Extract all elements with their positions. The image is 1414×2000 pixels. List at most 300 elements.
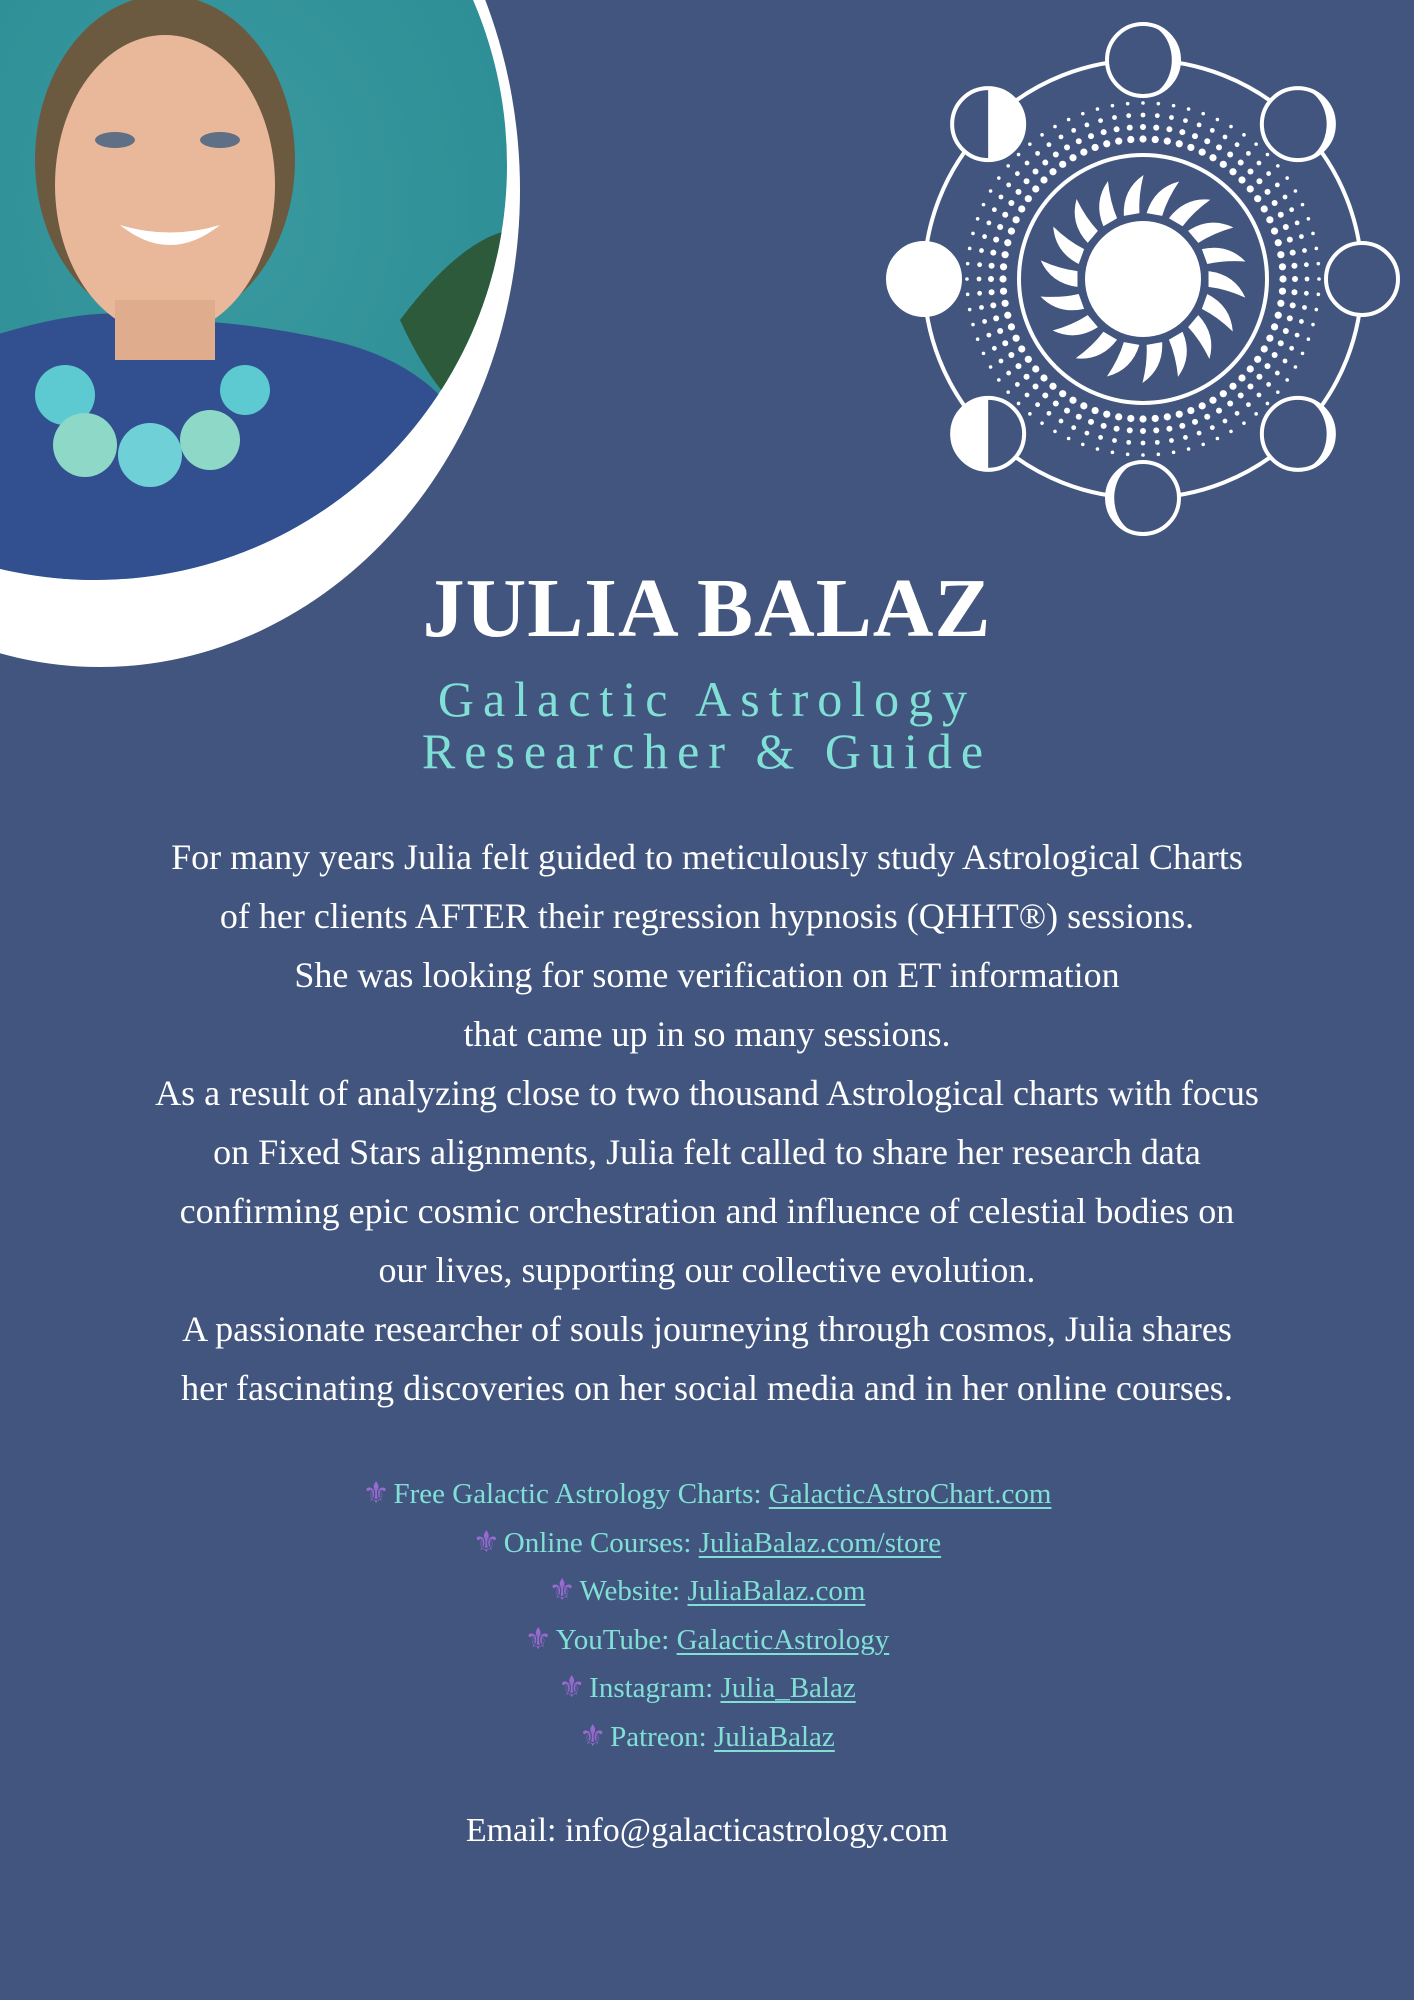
dot xyxy=(1290,302,1296,308)
dot xyxy=(1299,234,1304,239)
dot xyxy=(1272,200,1278,206)
dot xyxy=(1256,178,1262,184)
dot xyxy=(971,323,975,327)
bio-line: that came up in so many sessions. xyxy=(463,1014,951,1054)
dot xyxy=(976,217,980,221)
dot xyxy=(1285,176,1289,180)
dot xyxy=(976,337,980,341)
fleur-de-lis-icon: ⚜ xyxy=(362,1477,390,1510)
dot xyxy=(1033,383,1039,389)
dot xyxy=(1229,383,1236,390)
dot xyxy=(1183,435,1188,440)
dot xyxy=(1223,135,1228,140)
dot xyxy=(968,308,972,312)
page-title: JULIA BALAZ xyxy=(422,562,992,655)
dot xyxy=(1114,426,1120,432)
dot xyxy=(982,203,986,207)
dot xyxy=(1275,183,1280,188)
dot xyxy=(1025,393,1030,398)
dot xyxy=(1257,161,1262,166)
dot xyxy=(1176,411,1183,418)
dot xyxy=(1311,232,1315,236)
link-label: Patreon: xyxy=(610,1720,707,1753)
dot xyxy=(1289,207,1294,212)
dot xyxy=(1112,115,1117,120)
dot xyxy=(1292,276,1298,282)
dot xyxy=(971,232,975,236)
dot xyxy=(1254,356,1261,363)
link-row-charts xyxy=(0,1470,1414,1519)
dot xyxy=(1204,138,1210,144)
dot xyxy=(1220,161,1227,168)
link-row-instagram xyxy=(0,1664,1414,1713)
dot xyxy=(1096,107,1100,111)
dot xyxy=(1229,125,1233,129)
bio-line: confirming epic cosmic orchestration and influence of celestial bodies on xyxy=(179,1191,1235,1231)
dot xyxy=(1155,113,1160,118)
dot xyxy=(1059,161,1066,168)
link-label: YouTube: xyxy=(555,1623,670,1656)
dot xyxy=(1015,171,1020,176)
dot xyxy=(1098,435,1103,440)
bio-line: As a result of analyzing close to two thousand Astrological charts with focus xyxy=(155,1073,1259,1113)
dot xyxy=(1283,359,1288,364)
moon-phases-sun-emblem xyxy=(860,0,1414,540)
dot xyxy=(1256,374,1262,380)
subtitle-line-1: Galactic Astrology xyxy=(437,671,977,727)
dot xyxy=(1283,328,1289,334)
dot xyxy=(1247,169,1253,175)
dot xyxy=(1302,305,1307,310)
dot xyxy=(997,328,1003,334)
dot xyxy=(1291,289,1297,295)
dot xyxy=(1157,453,1161,457)
dot xyxy=(1103,140,1110,147)
moon-phase-icon xyxy=(888,243,960,315)
bio-paragraph xyxy=(0,828,1414,1418)
dot xyxy=(1187,447,1191,451)
fleur-de-lis-icon: ⚜ xyxy=(524,1622,552,1656)
bio-line: For many years Julia felt guided to meticulously study Astrological Charts xyxy=(171,837,1243,877)
dot xyxy=(1238,160,1244,166)
dot xyxy=(1257,393,1262,398)
dot xyxy=(1067,118,1071,122)
dot xyxy=(1071,128,1076,133)
dot xyxy=(999,275,1006,282)
dot xyxy=(1076,138,1082,144)
dot xyxy=(993,315,999,321)
dot xyxy=(1053,401,1059,407)
dot xyxy=(1017,402,1021,406)
dot xyxy=(1294,189,1298,193)
dot xyxy=(1152,136,1159,143)
dot xyxy=(1085,431,1090,436)
link-instagram[interactable]: Julia_Balaz xyxy=(720,1672,856,1704)
dot xyxy=(989,289,995,295)
dot xyxy=(1172,104,1176,108)
dot xyxy=(1092,144,1099,151)
dot xyxy=(1004,312,1011,319)
dot xyxy=(1008,228,1015,235)
dot xyxy=(1141,113,1146,118)
dot xyxy=(1229,430,1233,434)
dot xyxy=(1114,126,1120,132)
sun-ray xyxy=(1202,294,1233,332)
dot xyxy=(1295,333,1300,338)
dot xyxy=(1187,407,1194,414)
dot xyxy=(1242,133,1246,137)
dot xyxy=(1040,176,1047,183)
dot xyxy=(992,346,997,351)
link-label: Instagram: xyxy=(589,1672,714,1704)
dot xyxy=(1018,345,1025,352)
dot xyxy=(1315,308,1319,312)
dot xyxy=(1317,277,1321,281)
dot xyxy=(1127,125,1133,131)
dot xyxy=(1006,183,1011,188)
dot xyxy=(1085,122,1090,127)
dot xyxy=(1276,164,1280,168)
dot xyxy=(1199,402,1206,409)
sun-ray xyxy=(1169,332,1187,377)
dot xyxy=(1169,115,1174,120)
dot xyxy=(1275,312,1282,319)
dot xyxy=(1004,239,1011,246)
dot xyxy=(1277,251,1284,258)
link-online-courses[interactable]: JuliaBalaz.com/store xyxy=(698,1526,942,1559)
sun-ray xyxy=(1202,248,1246,264)
dot xyxy=(1015,382,1020,387)
dot xyxy=(1254,412,1258,416)
dot xyxy=(1032,185,1039,192)
dot xyxy=(1266,402,1270,406)
dot xyxy=(1279,263,1286,270)
dot xyxy=(1304,262,1309,267)
dot xyxy=(1080,149,1087,156)
dot xyxy=(1266,171,1271,176)
dot xyxy=(1265,189,1271,195)
dot xyxy=(1210,425,1215,430)
dot xyxy=(1307,217,1311,221)
bio-line: A passionate researcher of souls journeying through cosmos, Julia shares xyxy=(182,1309,1232,1349)
dot xyxy=(1017,153,1021,157)
fleur-de-lis-icon: ⚜ xyxy=(579,1719,607,1753)
moon-phase-icon xyxy=(1262,88,1334,160)
dot xyxy=(1127,415,1134,422)
dot xyxy=(1278,212,1284,218)
dot xyxy=(1028,142,1032,146)
dot xyxy=(1126,113,1131,118)
dot xyxy=(1059,419,1064,424)
dot xyxy=(997,224,1003,230)
dot xyxy=(1069,397,1076,404)
dot xyxy=(1247,365,1254,372)
sun-ray xyxy=(1107,342,1140,376)
dot xyxy=(1139,135,1146,142)
dot xyxy=(1283,195,1288,200)
dot xyxy=(1015,189,1021,195)
dot xyxy=(1246,151,1251,156)
dot xyxy=(1006,390,1010,394)
dot xyxy=(1285,378,1289,382)
dot xyxy=(1311,323,1315,327)
dot xyxy=(1013,335,1020,342)
dot xyxy=(979,248,984,253)
dot xyxy=(1032,365,1039,372)
dot xyxy=(999,359,1004,364)
dot xyxy=(1283,224,1289,230)
dot xyxy=(1278,340,1284,346)
dot xyxy=(1271,323,1278,330)
dot xyxy=(993,237,999,243)
dot xyxy=(1246,402,1251,407)
link-label: Free Galactic Astrology Charts: xyxy=(393,1478,762,1510)
dot xyxy=(1092,407,1099,414)
dot xyxy=(1081,443,1085,447)
dot xyxy=(1261,345,1268,352)
dot xyxy=(1291,263,1297,269)
dot xyxy=(1000,263,1007,270)
dot xyxy=(982,352,986,356)
dot xyxy=(1127,427,1133,433)
dot xyxy=(1272,352,1278,358)
dot xyxy=(989,365,993,369)
dot xyxy=(1008,200,1014,206)
dot xyxy=(1141,453,1145,457)
dot xyxy=(1223,419,1228,424)
dot xyxy=(1305,277,1310,282)
dot xyxy=(1006,371,1011,376)
dot xyxy=(1317,262,1321,266)
dot xyxy=(1287,237,1293,243)
link-label: Online Courses: xyxy=(503,1526,692,1559)
dot xyxy=(966,293,970,297)
dot xyxy=(1289,346,1294,351)
dot xyxy=(1153,427,1159,433)
dot xyxy=(1216,144,1222,150)
dot xyxy=(1238,176,1245,183)
dot xyxy=(999,195,1004,200)
dot xyxy=(1101,423,1107,429)
dot xyxy=(1024,178,1030,184)
link-website[interactable]: JuliaBalaz.com xyxy=(687,1575,866,1607)
dot xyxy=(1139,415,1146,422)
dot xyxy=(992,207,997,212)
dot xyxy=(1290,250,1296,256)
dot xyxy=(1025,195,1032,202)
dot xyxy=(1271,228,1278,235)
dot xyxy=(1235,411,1240,416)
dot xyxy=(1299,319,1304,324)
sun-ray xyxy=(1142,342,1162,383)
subtitle-line-2: Researcher & Guide xyxy=(421,723,993,779)
dot xyxy=(1220,390,1227,397)
dot xyxy=(1152,415,1159,422)
dot xyxy=(1015,363,1021,369)
dot xyxy=(1127,136,1134,143)
dot xyxy=(1071,425,1076,430)
moon-phase-icon xyxy=(952,88,1024,160)
dot xyxy=(1028,412,1032,416)
moon-phase-icon xyxy=(1262,398,1334,470)
dot xyxy=(1002,340,1008,346)
dot xyxy=(1049,168,1056,175)
dot xyxy=(990,250,996,256)
dot xyxy=(1197,431,1202,436)
links-list xyxy=(0,1470,1414,1761)
dot xyxy=(1096,447,1100,451)
dot xyxy=(982,234,987,239)
dot xyxy=(1287,315,1293,321)
dot xyxy=(1025,356,1032,363)
dot xyxy=(990,302,996,308)
sun-ray xyxy=(1053,315,1098,335)
dot xyxy=(1042,392,1048,398)
dot xyxy=(1315,247,1319,251)
dot xyxy=(1172,451,1176,455)
dot xyxy=(1227,401,1233,407)
dot xyxy=(1235,142,1240,147)
dot xyxy=(1179,423,1185,429)
dot xyxy=(1024,374,1030,380)
dot xyxy=(1209,397,1216,404)
dot xyxy=(1111,451,1115,455)
dot xyxy=(1192,419,1198,425)
dot xyxy=(1002,300,1009,307)
dot xyxy=(1141,101,1145,105)
dot xyxy=(1201,112,1205,116)
dot xyxy=(1169,438,1174,443)
dot xyxy=(1140,428,1146,434)
sun-ray xyxy=(1075,199,1098,243)
moon-phase-icon xyxy=(1326,243,1398,315)
dot xyxy=(966,262,970,266)
dot xyxy=(1176,140,1183,147)
link-patreon[interactable]: JuliaBalaz xyxy=(714,1720,835,1753)
dot xyxy=(1266,335,1273,342)
dot xyxy=(997,176,1001,180)
dot xyxy=(1209,154,1216,161)
dot xyxy=(1101,129,1107,135)
dot xyxy=(1053,430,1057,434)
dot xyxy=(1002,251,1009,258)
dot xyxy=(1126,440,1131,445)
dot xyxy=(1227,151,1233,157)
link-row-website xyxy=(0,1567,1414,1616)
dot xyxy=(1126,453,1130,457)
dot xyxy=(1201,443,1205,447)
bio-line: her fascinating discoveries on her social media and in her online courses. xyxy=(181,1368,1233,1408)
dot xyxy=(989,263,995,269)
sun-ray xyxy=(1099,181,1117,226)
dot xyxy=(1047,142,1052,147)
sun-ray xyxy=(1147,181,1180,215)
link-youtube[interactable]: GalacticAstrology xyxy=(676,1623,890,1656)
dot xyxy=(1216,408,1222,414)
sun-ray xyxy=(1053,227,1084,265)
dot xyxy=(1018,205,1025,212)
dot xyxy=(1081,112,1085,116)
moon-phase-icon xyxy=(952,398,1024,470)
dot xyxy=(1008,323,1015,330)
sun-ray xyxy=(1209,271,1246,298)
dot xyxy=(1247,383,1253,389)
dot xyxy=(1265,363,1271,369)
dot xyxy=(1006,164,1010,168)
dot xyxy=(1216,437,1220,441)
dot xyxy=(1266,216,1273,223)
dot xyxy=(1166,426,1172,432)
dot xyxy=(1115,413,1122,420)
dot xyxy=(1187,144,1194,151)
dot xyxy=(1153,125,1159,131)
dot xyxy=(1199,149,1206,156)
dot xyxy=(1076,414,1082,420)
sun-ray xyxy=(1169,199,1210,226)
dot xyxy=(986,221,991,226)
sun-ray xyxy=(1040,294,1084,310)
sun-ray xyxy=(1124,175,1144,216)
dot xyxy=(977,291,982,296)
dot xyxy=(1301,203,1305,207)
dot xyxy=(1080,402,1087,409)
link-galacticastrochart[interactable]: GalacticAstroChart.com xyxy=(768,1478,1052,1510)
dot xyxy=(1197,122,1202,127)
dot xyxy=(968,247,972,251)
dot xyxy=(1035,402,1040,407)
dot xyxy=(1088,133,1094,139)
dot xyxy=(1064,144,1070,150)
dot xyxy=(965,277,969,281)
contact-email[interactable]: Email: info@galacticastrology.com xyxy=(465,1812,949,1849)
dot xyxy=(1064,408,1070,414)
dot xyxy=(1302,248,1307,253)
dot xyxy=(1040,421,1044,425)
sun-ray xyxy=(1188,315,1211,359)
dot xyxy=(1000,288,1007,295)
dot xyxy=(982,319,987,324)
dot xyxy=(1141,441,1146,446)
bio-line: our lives, supporting our collective evolution. xyxy=(378,1250,1036,1290)
dot xyxy=(1216,118,1220,122)
dot xyxy=(1277,300,1284,307)
dot xyxy=(1047,411,1052,416)
dot xyxy=(1275,371,1280,376)
dot xyxy=(1042,160,1048,166)
link-label: Website: xyxy=(579,1575,681,1607)
dot xyxy=(1025,161,1030,166)
dot xyxy=(1183,118,1188,123)
dot xyxy=(1187,107,1191,111)
moon-phase-icon xyxy=(1107,462,1179,534)
dot xyxy=(997,378,1001,382)
dot xyxy=(1040,374,1047,381)
dot xyxy=(1266,153,1270,157)
dot xyxy=(1276,390,1280,394)
dot xyxy=(1157,102,1161,106)
dot xyxy=(1261,205,1268,212)
dot xyxy=(1088,419,1094,425)
fleur-de-lis-icon: ⚜ xyxy=(548,1574,576,1607)
link-row-courses xyxy=(0,1519,1414,1568)
dot xyxy=(1164,413,1171,420)
dot xyxy=(988,276,994,282)
dot xyxy=(1053,125,1057,129)
dot xyxy=(1111,104,1115,108)
moon-phase-icon xyxy=(1107,24,1179,96)
dot xyxy=(1307,337,1311,341)
dot xyxy=(1008,352,1014,358)
